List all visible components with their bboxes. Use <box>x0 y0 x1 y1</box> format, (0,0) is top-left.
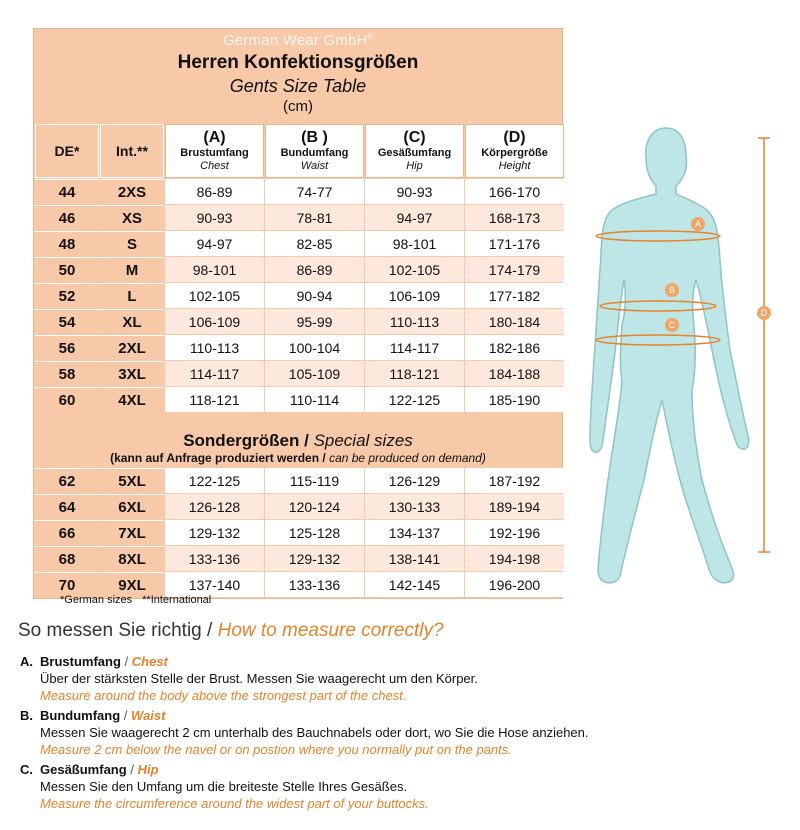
height-value: 168-173 <box>465 205 564 230</box>
col-header-chest: (A) Brustumfang Chest <box>165 124 264 178</box>
measure-item: C. Gesäßumfang / Hip Messen Sie den Umfang um die breiteste Stelle Ihres Gesäßes. Measure the circumference around the widest part of your buttocks. <box>20 762 429 811</box>
table-title-en: Gents Size Table <box>229 76 367 96</box>
chest-value: 110-113 <box>165 335 264 360</box>
size-de: 48 <box>35 231 99 256</box>
waist-value: 133-136 <box>265 572 364 597</box>
table-row <box>35 283 564 308</box>
hip-value: 134-137 <box>365 520 464 545</box>
measure-item: B. Bundumfang / Waist Messen Sie waagerecht 2 cm unterhalb des Bauchnabels oder dort, wo Sie die Hose anziehen. Measure 2 cm below the navel or on postion where you normally put on the pants. <box>20 708 589 757</box>
standard-sizes <box>34 123 565 413</box>
waist-value: 100-104 <box>265 335 364 360</box>
chest-value: 98-101 <box>165 257 264 282</box>
col-header-waist: (B ) Bundumfang Waist <box>265 124 364 178</box>
height-value: 187-192 <box>465 468 564 493</box>
size-intl: 2XL <box>100 335 164 360</box>
measure-item: A. Brustumfang / Chest Über der stärksten Stelle der Brust. Messen Sie waagerecht um den Körper. Measure around the body above the strongest part of the chest. <box>20 654 478 703</box>
waist-value: 110-114 <box>265 387 364 412</box>
svg-text:C: C <box>668 320 676 330</box>
chest-value: 114-117 <box>165 361 264 386</box>
size-de: 68 <box>35 546 99 571</box>
body-silhouette <box>590 128 749 583</box>
size-de: 52 <box>35 283 99 308</box>
chest-value: 86-89 <box>165 179 264 204</box>
size-de: 46 <box>35 205 99 230</box>
size-intl: 9XL <box>100 572 164 597</box>
hip-value: 114-117 <box>365 335 464 360</box>
size-de: 60 <box>35 387 99 412</box>
size-intl: 5XL <box>100 468 164 493</box>
table-header <box>34 29 562 123</box>
size-de: 66 <box>35 520 99 545</box>
height-value: 166-170 <box>465 179 564 204</box>
size-intl: 4XL <box>100 387 164 412</box>
size-de: 44 <box>35 179 99 204</box>
waist-value: 90-94 <box>265 283 364 308</box>
size-intl: L <box>100 283 164 308</box>
waist-value: 95-99 <box>265 309 364 334</box>
svg-text:A: A <box>694 219 702 229</box>
svg-text:B: B <box>668 285 676 295</box>
chest-value: 129-132 <box>165 520 264 545</box>
height-value: 180-184 <box>465 309 564 334</box>
measure-title: So messen Sie richtig / How to measure correctly? <box>18 620 444 641</box>
table-row <box>35 179 564 204</box>
size-de: 62 <box>35 468 99 493</box>
size-de: 50 <box>35 257 99 282</box>
size-de: 70 <box>35 572 99 597</box>
height-value: 182-186 <box>465 335 564 360</box>
hip-value: 98-101 <box>365 231 464 256</box>
size-de: 54 <box>35 309 99 334</box>
hip-value: 126-129 <box>365 468 464 493</box>
size-intl: 3XL <box>100 361 164 386</box>
waist-value: 129-132 <box>265 546 364 571</box>
waist-value: 74-77 <box>265 179 364 204</box>
table-row <box>35 309 564 334</box>
size-de: 64 <box>35 494 99 519</box>
footnotes: *German sizes **International <box>60 594 212 606</box>
height-value: 177-182 <box>465 283 564 308</box>
waist-value: 125-128 <box>265 520 364 545</box>
waist-value: 120-124 <box>265 494 364 519</box>
waist-value: 115-119 <box>265 468 364 493</box>
table-row <box>35 231 564 256</box>
waist-value: 78-81 <box>265 205 364 230</box>
hip-value: 122-125 <box>365 387 464 412</box>
table-row <box>35 387 564 412</box>
chest-value: 137-140 <box>165 572 264 597</box>
height-value: 194-198 <box>465 546 564 571</box>
table-row <box>35 205 564 230</box>
svg-text:D: D <box>760 308 768 318</box>
hip-value: 106-109 <box>365 283 464 308</box>
chest-value: 118-121 <box>165 387 264 412</box>
hip-value: 130-133 <box>365 494 464 519</box>
chest-value: 90-93 <box>165 205 264 230</box>
size-intl: 8XL <box>100 546 164 571</box>
col-header-height: (D) Körpergröße Height <box>465 124 564 178</box>
hip-value: 142-145 <box>365 572 464 597</box>
chest-value: 102-105 <box>165 283 264 308</box>
size-intl: XL <box>100 309 164 334</box>
waist-value: 82-85 <box>265 231 364 256</box>
table-row <box>35 494 564 519</box>
height-value: 196-200 <box>465 572 564 597</box>
size-de: 58 <box>35 361 99 386</box>
height-value: 184-188 <box>465 361 564 386</box>
chest-value: 106-109 <box>165 309 264 334</box>
hip-value: 138-141 <box>365 546 464 571</box>
height-value: 174-179 <box>465 257 564 282</box>
brand-name: German Wear GmbH® <box>223 32 373 49</box>
table-unit: (cm) <box>283 98 313 115</box>
col-header-de: DE* <box>35 124 99 178</box>
special-sizes <box>34 467 565 598</box>
table-row <box>35 335 564 360</box>
chest-value: 122-125 <box>165 468 264 493</box>
table-row <box>35 468 564 493</box>
measure-instructions <box>20 654 780 816</box>
body-measurement-figure <box>580 120 795 600</box>
chest-value: 94-97 <box>165 231 264 256</box>
table-row <box>35 520 564 545</box>
hip-value: 110-113 <box>365 309 464 334</box>
size-table <box>33 28 563 599</box>
size-de: 56 <box>35 335 99 360</box>
height-value: 192-196 <box>465 520 564 545</box>
size-intl: 7XL <box>100 520 164 545</box>
table-title-de: Herren Konfektionsgrößen <box>177 52 419 73</box>
size-intl: 6XL <box>100 494 164 519</box>
height-value: 189-194 <box>465 494 564 519</box>
height-value: 171-176 <box>465 231 564 256</box>
size-intl: XS <box>100 205 164 230</box>
chest-value: 126-128 <box>165 494 264 519</box>
hip-value: 94-97 <box>365 205 464 230</box>
col-header-intl: Int.** <box>100 124 164 178</box>
hip-value: 90-93 <box>365 179 464 204</box>
waist-value: 105-109 <box>265 361 364 386</box>
special-sizes-header: Sondergrößen / Special sizes (kann auf Anfrage produziert werden / can be produced on demand) <box>110 431 486 465</box>
size-intl: 2XS <box>100 179 164 204</box>
waist-value: 86-89 <box>265 257 364 282</box>
table-row <box>35 361 564 386</box>
table-row <box>35 257 564 282</box>
hip-value: 118-121 <box>365 361 464 386</box>
col-header-hip: (C) Gesäßumfang Hip <box>365 124 464 178</box>
chest-value: 133-136 <box>165 546 264 571</box>
height-value: 185-190 <box>465 387 564 412</box>
size-intl: M <box>100 257 164 282</box>
hip-value: 102-105 <box>365 257 464 282</box>
table-row <box>35 546 564 571</box>
size-intl: S <box>100 231 164 256</box>
